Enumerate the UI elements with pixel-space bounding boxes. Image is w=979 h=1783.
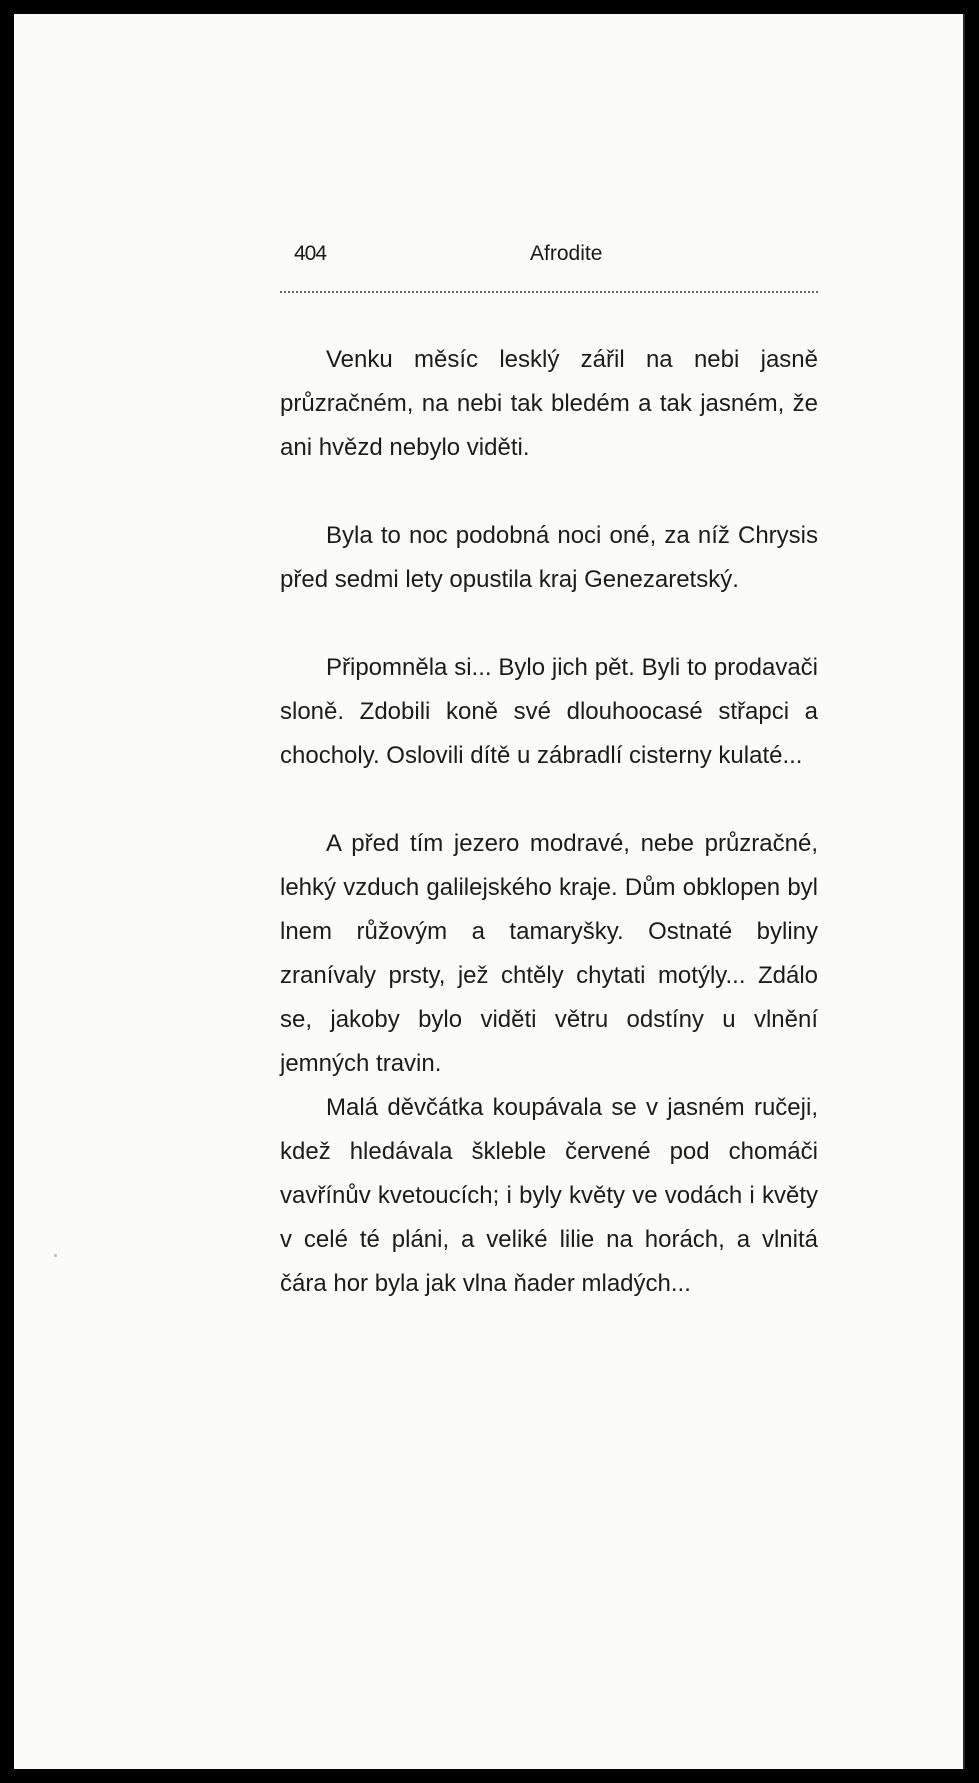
paragraph-4: A před tím jezero modravé, nebe průzračné, lehký vzduch galilejského kraje. Dům obklopen byl lnem růžovým a tamaryšky. Ostnaté byliny zranívaly prsty, jež chtěly chytati motýly... Zdálo se, jakoby bylo viděti větru odstíny u vlnění jemných travin. [280,830,818,1077]
paper-speck [54,1254,57,1257]
header-rule [280,291,818,293]
paragraph-3: Připomněla si... Bylo jich pět. Byli to prodavači sloně. Zdobili koně své dlouhoocasé střapci a chocholy. Oslovili dítě u zábradlí cisterny kulaté... [280,654,818,769]
page-number: 404 [294,242,327,265]
running-header [280,240,818,274]
running-title: Afrodite [530,242,603,265]
paragraph-5: Malá děvčátka koupávala se v jasném ručeji, kdež hledávala škleble červené pod chomáči vavřínův kvetoucích; i byly květy ve vodách i květy v celé té pláni, a veliké lilie na horách, a vlnitá čára hor byla jak vlna ňader mladých... [280,1094,818,1297]
body-text [280,338,818,1306]
paragraph-1: Venku měsíc lesklý zářil na nebi jasně průzračném, na nebi tak bledém a tak jasném, že ani hvězd nebylo viděti. [280,346,818,461]
paragraph-2: Byla to noc podobná noci oné, za níž Chrysis před sedmi lety opustila kraj Genezaretský. [280,522,818,593]
